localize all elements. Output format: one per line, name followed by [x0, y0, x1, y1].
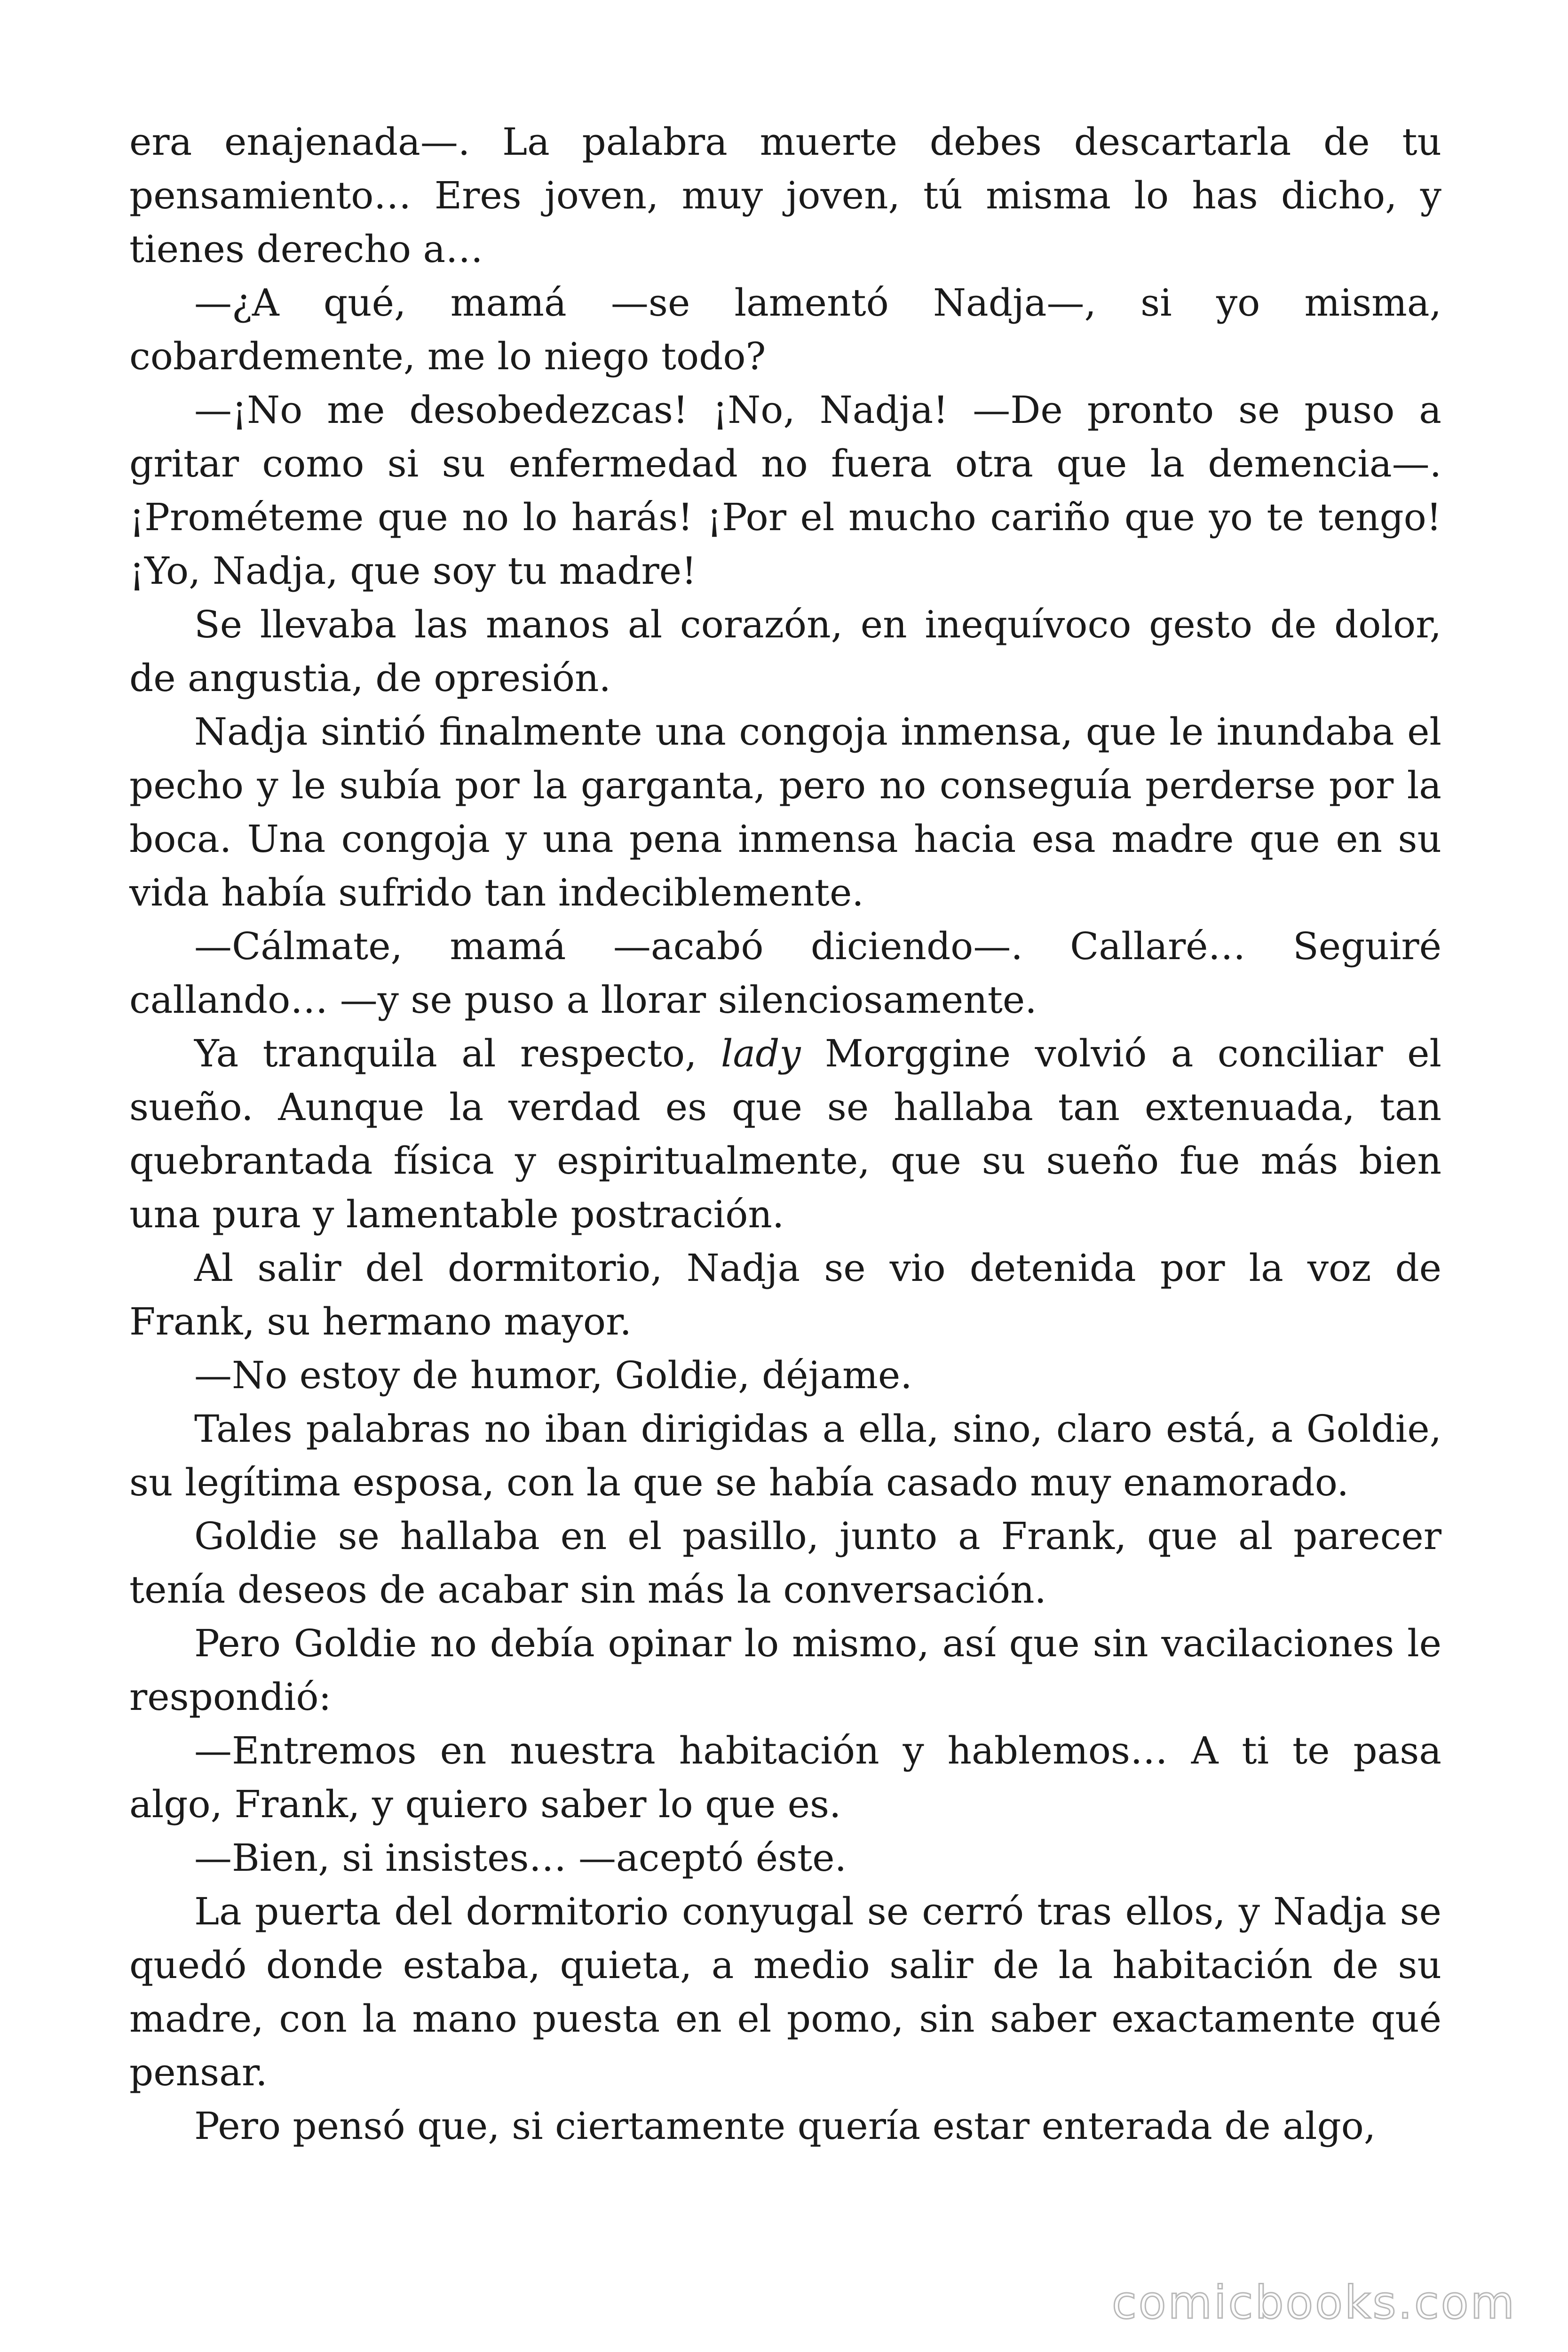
paragraph: [129, 598, 1441, 705]
paragraph: [129, 383, 1441, 598]
text-run: Pero pensó que, si ciertamente quería estar enterada de algo,: [194, 2104, 1376, 2148]
paragraph: [129, 1617, 1441, 1724]
text-run: —¿A qué, mamá —se lamentó Nadja—, si yo misma, cobardemente, me lo niego todo?: [129, 281, 1441, 378]
text-run: Ya tranquila al respecto,: [194, 1032, 721, 1075]
text-run: era enajenada—. La palabra muerte debes descartarla de tu pensamiento… Eres joven, muy joven, tú misma lo has dicho, y tienes derecho a…: [129, 120, 1441, 271]
text-run: Morggine volvió a conciliar el sueño. Aunque la verdad es que se hallaba tan extenuada, tan quebrantada física y espiritualmente, que su sueño fue más bien una pura y lamentable postración.: [129, 1032, 1442, 1236]
text-run: —Bien, si insistes… —aceptó éste.: [194, 1836, 847, 1880]
text-run: Pero Goldie no debía opinar lo mismo, así que sin vacilaciones le respondió:: [129, 1621, 1441, 1719]
text-run: Goldie se hallaba en el pasillo, junto a Frank, que al parecer tenía deseos de acabar sin más la conversación.: [129, 1514, 1441, 1612]
paragraph: [129, 1885, 1441, 2099]
text-run: —Cálmate, mamá —acabó diciendo—. Callaré… Seguiré callando… —y se puso a llorar silenciosamente.: [129, 924, 1441, 1022]
paragraph: [129, 1349, 1441, 1402]
text-run: Tales palabras no iban dirigidas a ella, sino, claro está, a Goldie, su legítima esposa, con la que se había casado muy enamorado.: [129, 1407, 1441, 1504]
paragraph: [129, 276, 1441, 383]
text-run: —¡No me desobedezcas! ¡No, Nadja! —De pronto se puso a gritar como si su enfermedad no fuera otra que la demencia—. ¡Prométeme que no lo harás! ¡Por el mucho cariño que yo te tengo! ¡Yo, Nadja, que soy tu madre!: [129, 388, 1441, 593]
text-run: Al salir del dormitorio, Nadja se vio detenida por la voz de Frank, su hermano mayor.: [129, 1246, 1441, 1343]
text-run: Se llevaba las manos al corazón, en inequívoco gesto de dolor, de angustia, de opresión.: [129, 603, 1441, 700]
paragraph: [129, 1724, 1441, 1831]
paragraph: [129, 920, 1441, 1027]
paragraph: [129, 1510, 1441, 1617]
body-text: [129, 115, 1441, 2153]
italic-text: lady: [721, 1032, 801, 1075]
text-run: —Entremos en nuestra habitación y hablemos… A ti te pasa algo, Frank, y quiero saber lo que es.: [129, 1729, 1441, 1826]
text-run: La puerta del dormitorio conyugal se cerró tras ellos, y Nadja se quedó donde estaba, quieta, a medio salir de la habitación de su madre, con la mano puesta en el pomo, sin saber exactamente qué pensar.: [129, 1890, 1441, 2094]
paragraph: [129, 1241, 1441, 1349]
text-run: Nadja sintió finalmente una congoja inmensa, que le inundaba el pecho y le subía por la garganta, pero no conseguía perderse por la boca. Una congoja y una pena inmensa hacia esa madre que en su vida había sufrido tan indeciblemente.: [129, 710, 1441, 914]
paragraph: [129, 705, 1441, 920]
watermark: comicbooks.com: [1111, 2276, 1516, 2329]
paragraph: [129, 1402, 1441, 1510]
paragraph: [129, 1831, 1441, 1885]
paragraph: [129, 1027, 1441, 1241]
paragraph: [129, 2099, 1441, 2153]
paragraph: [129, 115, 1441, 276]
text-run: —No estoy de humor, Goldie, déjame.: [194, 1353, 912, 1397]
